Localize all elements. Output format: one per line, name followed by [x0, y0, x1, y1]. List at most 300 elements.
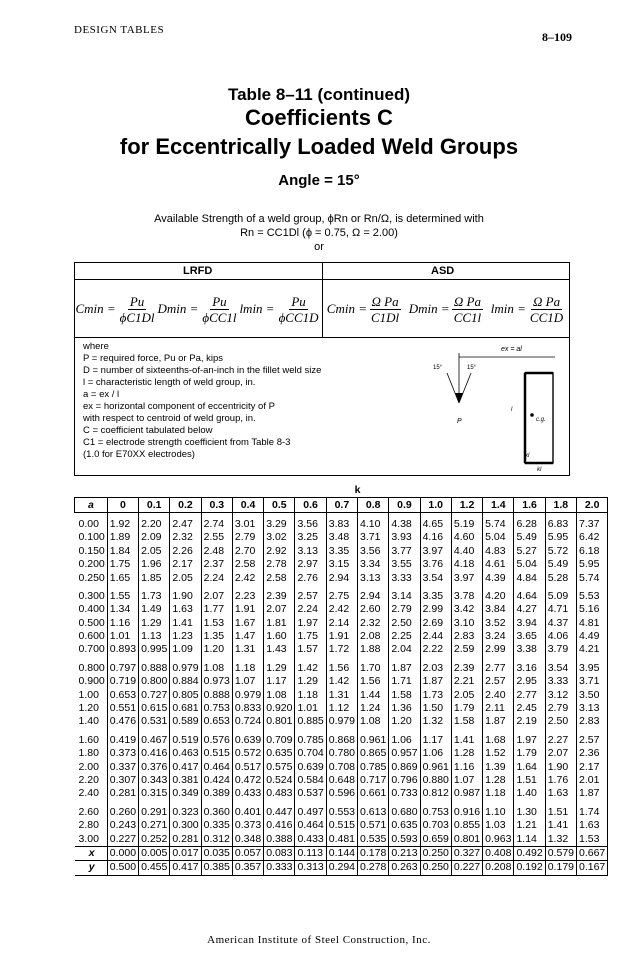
c-value-cell: 0.589 [170, 715, 201, 728]
c-value-cell: 2.58 [232, 558, 263, 571]
c-value-cell: 1.96 [139, 558, 170, 571]
k-column-header: 0.3 [201, 498, 232, 512]
definition-line: a = ex / l [83, 389, 120, 400]
c-value-cell: 3.97 [451, 571, 482, 584]
column-header-row [75, 498, 608, 512]
c-value-cell: 3.13 [358, 571, 389, 584]
c-value-cell: 3.54 [420, 571, 451, 584]
asd-dmin-num: Ω Pa [453, 293, 481, 309]
c-value-cell: 5.16 [577, 603, 608, 616]
c-value-cell: 0.719 [107, 675, 138, 688]
asd-lmin-equation [491, 294, 565, 325]
c-value-cell: 1.29 [139, 617, 170, 630]
y-row-cell: 0.385 [201, 861, 232, 875]
c-value-cell: 2.09 [139, 531, 170, 544]
c-value-cell: 1.41 [545, 819, 576, 832]
c-value-cell: 1.73 [139, 590, 170, 603]
c-value-cell: 5.49 [545, 558, 576, 571]
c-value-cell: 1.44 [358, 688, 389, 701]
c-value-cell: 1.32 [420, 715, 451, 728]
c-value-cell: 0.801 [451, 832, 482, 846]
c-value-cell: 1.41 [451, 734, 482, 747]
c-value-cell: 0.635 [264, 747, 295, 760]
c-value-cell: 1.10 [483, 806, 514, 819]
table-row [75, 734, 608, 747]
c-value-cell: 1.08 [264, 688, 295, 701]
c-value-cell: 2.19 [514, 715, 545, 728]
c-value-cell: 0.797 [107, 662, 138, 675]
c-value-cell: 2.77 [514, 688, 545, 701]
formula-box [74, 262, 570, 338]
asd-cmin-den: C1Dl [371, 309, 400, 325]
c-value-cell: 1.13 [139, 630, 170, 643]
c-value-cell: 1.12 [326, 702, 357, 715]
intro-or: or [314, 241, 324, 253]
c-value-cell: 2.70 [232, 545, 263, 558]
c-value-cell: 1.63 [170, 603, 201, 616]
c-value-cell: 1.90 [170, 590, 201, 603]
c-value-cell: 3.54 [545, 662, 576, 675]
c-value-cell: 1.09 [170, 643, 201, 656]
table-row [75, 603, 608, 616]
c-value-cell: 0.884 [170, 675, 201, 688]
k-column-header: 0.8 [358, 498, 389, 512]
c-value-cell: 0.584 [295, 774, 326, 787]
c-value-cell: 1.29 [264, 662, 295, 675]
c-value-cell: 0.472 [232, 774, 263, 787]
c-value-cell: 2.17 [170, 558, 201, 571]
c-value-cell: 2.05 [139, 545, 170, 558]
c-value-cell: 2.07 [264, 603, 295, 616]
c-value-cell: 6.18 [577, 545, 608, 558]
c-value-cell: 3.24 [483, 630, 514, 643]
c-value-cell: 3.71 [577, 675, 608, 688]
c-value-cell: 0.703 [420, 819, 451, 832]
c-value-cell: 1.53 [201, 617, 232, 630]
page-footer: American Institute of Steel Construction, Inc. [207, 934, 431, 946]
coefficients-table [74, 484, 608, 876]
c-value-cell: 0.252 [139, 832, 170, 846]
c-value-cell: 0.961 [420, 760, 451, 773]
c-value-cell: 0.348 [232, 832, 263, 846]
c-value-cell: 2.36 [577, 747, 608, 760]
c-value-cell: 0.785 [358, 760, 389, 773]
c-value-cell: 1.43 [264, 643, 295, 656]
table-row [75, 571, 608, 584]
c-value-cell: 1.51 [514, 774, 545, 787]
c-value-cell: 1.87 [420, 675, 451, 688]
c-value-cell: 3.65 [514, 630, 545, 643]
c-value-cell: 1.32 [545, 832, 576, 846]
c-value-cell: 2.14 [326, 617, 357, 630]
c-value-cell: 0.389 [201, 787, 232, 800]
c-value-cell: 3.35 [326, 545, 357, 558]
y-row-cell: 0.278 [358, 861, 389, 875]
lrfd-cmin-lhs: Cmin = [75, 301, 116, 316]
a-value-cell: 1.60 [75, 734, 108, 747]
c-value-cell: 2.47 [170, 518, 201, 531]
diagram-centroid-dot [530, 413, 534, 417]
c-value-cell: 3.01 [232, 518, 263, 531]
c-value-cell: 2.21 [451, 675, 482, 688]
c-value-cell: 4.64 [514, 590, 545, 603]
c-value-cell: 0.973 [201, 675, 232, 688]
c-value-cell: 0.717 [358, 774, 389, 787]
c-value-cell: 0.300 [170, 819, 201, 832]
y-row-cell: 0.500 [107, 861, 138, 875]
definition-line: with respect to centroid of weld group, in. [83, 413, 256, 424]
c-value-cell: 3.83 [326, 518, 357, 531]
c-value-cell: 1.84 [107, 545, 138, 558]
y-row-cell: 0.227 [451, 861, 482, 875]
c-value-cell: 2.07 [545, 747, 576, 760]
page-number: 8–109 [542, 30, 572, 44]
a-value-cell: 0.500 [75, 617, 108, 630]
x-row-cell: 0.083 [264, 846, 295, 860]
c-value-cell: 1.20 [201, 643, 232, 656]
lrfd-dmin-den: ϕCC1l [202, 309, 237, 325]
c-value-cell: 1.87 [389, 662, 420, 675]
c-value-cell: 0.979 [326, 715, 357, 728]
c-value-cell: 0.727 [139, 688, 170, 701]
c-value-cell: 0.531 [139, 715, 170, 728]
c-value-cell: 0.515 [201, 747, 232, 760]
table-row [75, 787, 608, 800]
c-value-cell: 3.79 [545, 643, 576, 656]
c-value-cell: 2.99 [420, 603, 451, 616]
diagram-angle-left: 15° [433, 365, 443, 371]
c-value-cell: 1.01 [295, 702, 326, 715]
a-value-cell: 0.900 [75, 675, 108, 688]
c-value-cell: 2.79 [545, 702, 576, 715]
table-caption: Table 8–11 (continued) [227, 85, 410, 104]
c-value-cell: 0.481 [326, 832, 357, 846]
y-row-cell: 0.179 [545, 861, 576, 875]
y-row [75, 861, 608, 875]
c-value-cell: 0.800 [139, 675, 170, 688]
c-value-cell: 3.34 [358, 558, 389, 571]
c-value-cell: 3.13 [577, 702, 608, 715]
x-row-cell: 0.178 [358, 846, 389, 860]
x-row-cell: 0.113 [295, 846, 326, 860]
c-value-cell: 2.74 [201, 518, 232, 531]
a-value-cell: 3.00 [75, 832, 108, 846]
c-value-cell: 0.464 [295, 819, 326, 832]
c-value-cell: 1.70 [358, 662, 389, 675]
table-row [75, 545, 608, 558]
c-value-cell: 1.57 [295, 643, 326, 656]
c-value-cell: 0.575 [264, 760, 295, 773]
c-value-cell: 3.56 [295, 518, 326, 531]
c-value-cell: 0.868 [326, 734, 357, 747]
c-value-cell: 2.94 [358, 590, 389, 603]
c-value-cell: 1.85 [139, 571, 170, 584]
c-value-cell: 1.75 [107, 558, 138, 571]
y-row-cell: 0.294 [326, 861, 357, 875]
c-value-cell: 1.42 [295, 662, 326, 675]
lrfd-lmin-equation [239, 294, 320, 325]
c-value-cell: 3.71 [358, 531, 389, 544]
k-header-row [75, 484, 608, 498]
c-value-cell: 0.785 [295, 734, 326, 747]
angle-label: Angle = 15° [278, 172, 360, 189]
c-value-cell: 4.18 [451, 558, 482, 571]
c-value-cell: 0.639 [295, 760, 326, 773]
c-value-cell: 1.52 [483, 747, 514, 760]
c-value-cell: 0.812 [420, 787, 451, 800]
x-row-cell: 0.144 [326, 846, 357, 860]
x-row-cell: 0.000 [107, 846, 138, 860]
c-value-cell: 0.323 [170, 806, 201, 819]
c-value-cell: 1.58 [389, 688, 420, 701]
c-value-cell: 5.95 [545, 531, 576, 544]
c-value-cell: 1.28 [483, 774, 514, 787]
c-value-cell: 2.20 [139, 518, 170, 531]
c-value-cell: 1.16 [107, 617, 138, 630]
k-column-header: 1.4 [483, 498, 514, 512]
c-value-cell: 0.373 [232, 819, 263, 832]
c-value-cell: 0.805 [170, 688, 201, 701]
c-value-cell: 6.28 [514, 518, 545, 531]
c-value-cell: 1.18 [483, 787, 514, 800]
c-value-cell: 0.337 [107, 760, 138, 773]
c-value-cell: 1.06 [420, 747, 451, 760]
c-value-cell: 0.639 [232, 734, 263, 747]
c-value-cell: 3.56 [358, 545, 389, 558]
c-value-cell: 1.73 [420, 688, 451, 701]
k-column-header: 0 [107, 498, 138, 512]
c-value-cell: 2.32 [170, 531, 201, 544]
c-value-cell: 0.855 [451, 819, 482, 832]
c-value-cell: 2.22 [420, 643, 451, 656]
x-row-cell: 0.057 [232, 846, 263, 860]
a-value-cell: 0.00 [75, 518, 108, 531]
c-value-cell: 0.995 [139, 643, 170, 656]
c-value-cell: 1.55 [107, 590, 138, 603]
c-value-cell: 0.281 [107, 787, 138, 800]
c-value-cell: 1.79 [514, 747, 545, 760]
c-value-cell: 0.780 [326, 747, 357, 760]
c-value-cell: 1.30 [514, 806, 545, 819]
c-value-cell: 3.25 [295, 531, 326, 544]
table-row [75, 806, 608, 819]
c-value-cell: 0.416 [264, 819, 295, 832]
c-value-cell: 0.373 [107, 747, 138, 760]
c-value-cell: 0.724 [232, 715, 263, 728]
c-value-cell: 0.551 [107, 702, 138, 715]
c-value-cell: 2.94 [326, 571, 357, 584]
x-row-cell: 0.667 [577, 846, 608, 860]
table-row [75, 630, 608, 643]
c-value-cell: 1.29 [295, 675, 326, 688]
table-row [75, 760, 608, 773]
a-value-cell: 2.00 [75, 760, 108, 773]
table-row [75, 688, 608, 701]
c-value-cell: 4.49 [577, 630, 608, 643]
c-value-cell: 2.32 [358, 617, 389, 630]
x-row-cell: 0.017 [170, 846, 201, 860]
c-value-cell: 1.23 [170, 630, 201, 643]
c-value-cell: 0.571 [358, 819, 389, 832]
c-value-cell: 3.38 [514, 643, 545, 656]
c-value-cell: 4.71 [545, 603, 576, 616]
c-value-cell: 5.95 [577, 558, 608, 571]
k-column-header: 1.2 [451, 498, 482, 512]
c-value-cell: 0.961 [358, 734, 389, 747]
k-column-header: 0.6 [295, 498, 326, 512]
c-value-cell: 4.10 [358, 518, 389, 531]
lrfd-dmin-equation [157, 294, 238, 325]
y-row-cell: 0.333 [264, 861, 295, 875]
y-row-cell: 0.263 [389, 861, 420, 875]
diagram-kl-label: kl [537, 467, 542, 473]
c-value-cell: 1.08 [201, 662, 232, 675]
c-value-cell: 0.519 [170, 734, 201, 747]
c-value-cell: 1.68 [483, 734, 514, 747]
c-value-cell: 4.21 [577, 643, 608, 656]
asd-dmin-equation [409, 294, 483, 325]
c-value-cell: 0.401 [232, 806, 263, 819]
c-value-cell: 3.95 [577, 662, 608, 675]
table-title-line1: Coefficients C [245, 105, 393, 130]
table-title-line2: for Eccentrically Loaded Weld Groups [119, 134, 519, 159]
diagram-ex-label: ex = al [501, 346, 522, 353]
k-column-header: 1.6 [514, 498, 545, 512]
c-value-cell: 2.92 [264, 545, 295, 558]
diagram-arrowhead [455, 393, 463, 403]
c-value-cell: 1.31 [326, 688, 357, 701]
y-row-cell: 0.167 [577, 861, 608, 875]
x-row-cell: 0.492 [514, 846, 545, 860]
weld-group-diagram [405, 343, 555, 473]
a-value-cell: 0.700 [75, 643, 108, 656]
c-value-cell: 0.376 [139, 760, 170, 773]
c-value-cell: 1.07 [232, 675, 263, 688]
c-value-cell: 0.920 [264, 702, 295, 715]
c-value-cell: 0.260 [107, 806, 138, 819]
c-value-cell: 0.796 [389, 774, 420, 787]
c-value-cell: 1.14 [514, 832, 545, 846]
table-row [75, 558, 608, 571]
k-column-header: 1.8 [545, 498, 576, 512]
c-value-cell: 0.635 [389, 819, 420, 832]
c-value-cell: 2.01 [577, 774, 608, 787]
c-value-cell: 1.03 [483, 819, 514, 832]
c-value-cell: 3.97 [420, 545, 451, 558]
a-value-cell: 2.60 [75, 806, 108, 819]
c-value-cell: 1.47 [232, 630, 263, 643]
x-row-cell: 0.250 [420, 846, 451, 860]
c-value-cell: 0.497 [295, 806, 326, 819]
c-value-cell: 5.74 [577, 571, 608, 584]
c-value-cell: 1.72 [326, 643, 357, 656]
c-value-cell: 4.83 [483, 545, 514, 558]
c-value-cell: 2.97 [295, 558, 326, 571]
k-label: k [354, 484, 361, 497]
c-value-cell: 2.83 [577, 715, 608, 728]
c-value-cell: 2.08 [358, 630, 389, 643]
k-column-header: 0.4 [232, 498, 263, 512]
c-value-cell: 1.90 [545, 760, 576, 773]
c-value-cell: 1.31 [232, 643, 263, 656]
c-value-cell: 0.801 [264, 715, 295, 728]
a-value-cell: 1.00 [75, 688, 108, 701]
c-value-cell: 2.76 [295, 571, 326, 584]
a-value-cell: 0.400 [75, 603, 108, 616]
lrfd-cmin-equation [75, 294, 156, 325]
c-value-cell: 0.476 [107, 715, 138, 728]
c-value-cell: 1.65 [107, 571, 138, 584]
c-value-cell: 2.57 [295, 590, 326, 603]
table-row [75, 819, 608, 832]
c-value-cell: 1.24 [358, 702, 389, 715]
c-value-cell: 0.613 [358, 806, 389, 819]
definition-line: C1 = electrode strength coefficient from Table 8-3 [83, 437, 291, 448]
k-header-spacer [75, 484, 108, 498]
table-row [75, 832, 608, 846]
c-value-cell: 0.419 [107, 734, 138, 747]
intro-line2: Rn = CC1Dl (ϕ = 0.75, Ω = 2.00) [240, 227, 398, 239]
c-value-cell: 2.24 [295, 603, 326, 616]
c-value-cell: 0.360 [201, 806, 232, 819]
c-value-cell: 2.57 [483, 675, 514, 688]
c-value-cell: 1.63 [577, 819, 608, 832]
c-value-cell: 1.17 [264, 675, 295, 688]
c-value-cell: 2.07 [201, 590, 232, 603]
lrfd-dmin-num: Pu [212, 293, 227, 309]
definition-line: ex = horizontal component of eccentricity of P [83, 401, 275, 412]
c-value-cell: 0.888 [201, 688, 232, 701]
c-value-cell: 2.42 [326, 603, 357, 616]
c-value-cell: 2.23 [232, 590, 263, 603]
c-value-cell: 0.467 [139, 734, 170, 747]
c-value-cell: 0.708 [326, 760, 357, 773]
c-value-cell: 2.79 [232, 531, 263, 544]
y-row-cell: 0.357 [232, 861, 263, 875]
c-value-cell: 5.04 [483, 531, 514, 544]
c-value-cell: 3.33 [389, 571, 420, 584]
asd-lmin-num: Ω Pa [532, 293, 561, 309]
c-value-cell: 1.77 [201, 603, 232, 616]
c-value-cell: 1.07 [451, 774, 482, 787]
c-value-cell: 5.72 [545, 545, 576, 558]
c-value-cell: 1.81 [264, 617, 295, 630]
a-value-cell: 2.80 [75, 819, 108, 832]
definition-line: where [83, 341, 109, 352]
c-value-cell: 2.48 [201, 545, 232, 558]
definition-line: C = coefficient tabulated below [83, 425, 213, 436]
c-value-cell: 0.753 [420, 806, 451, 819]
table-row [75, 518, 608, 531]
c-value-cell: 5.74 [483, 518, 514, 531]
c-value-cell: 1.71 [389, 675, 420, 688]
c-value-cell: 2.05 [170, 571, 201, 584]
c-value-cell: 2.40 [483, 688, 514, 701]
asd-label: ASD [431, 265, 455, 277]
c-value-cell: 0.880 [420, 774, 451, 787]
c-value-cell: 3.50 [577, 688, 608, 701]
c-value-cell: 1.56 [326, 662, 357, 675]
c-value-cell: 0.653 [201, 715, 232, 728]
c-value-cell: 2.03 [420, 662, 451, 675]
table-row [75, 531, 608, 544]
a-column-header: a [75, 498, 108, 512]
c-value-cell: 3.29 [264, 518, 295, 531]
c-value-cell: 1.17 [420, 734, 451, 747]
c-value-cell: 0.888 [139, 662, 170, 675]
c-value-cell: 2.59 [451, 643, 482, 656]
c-value-cell: 4.60 [451, 531, 482, 544]
